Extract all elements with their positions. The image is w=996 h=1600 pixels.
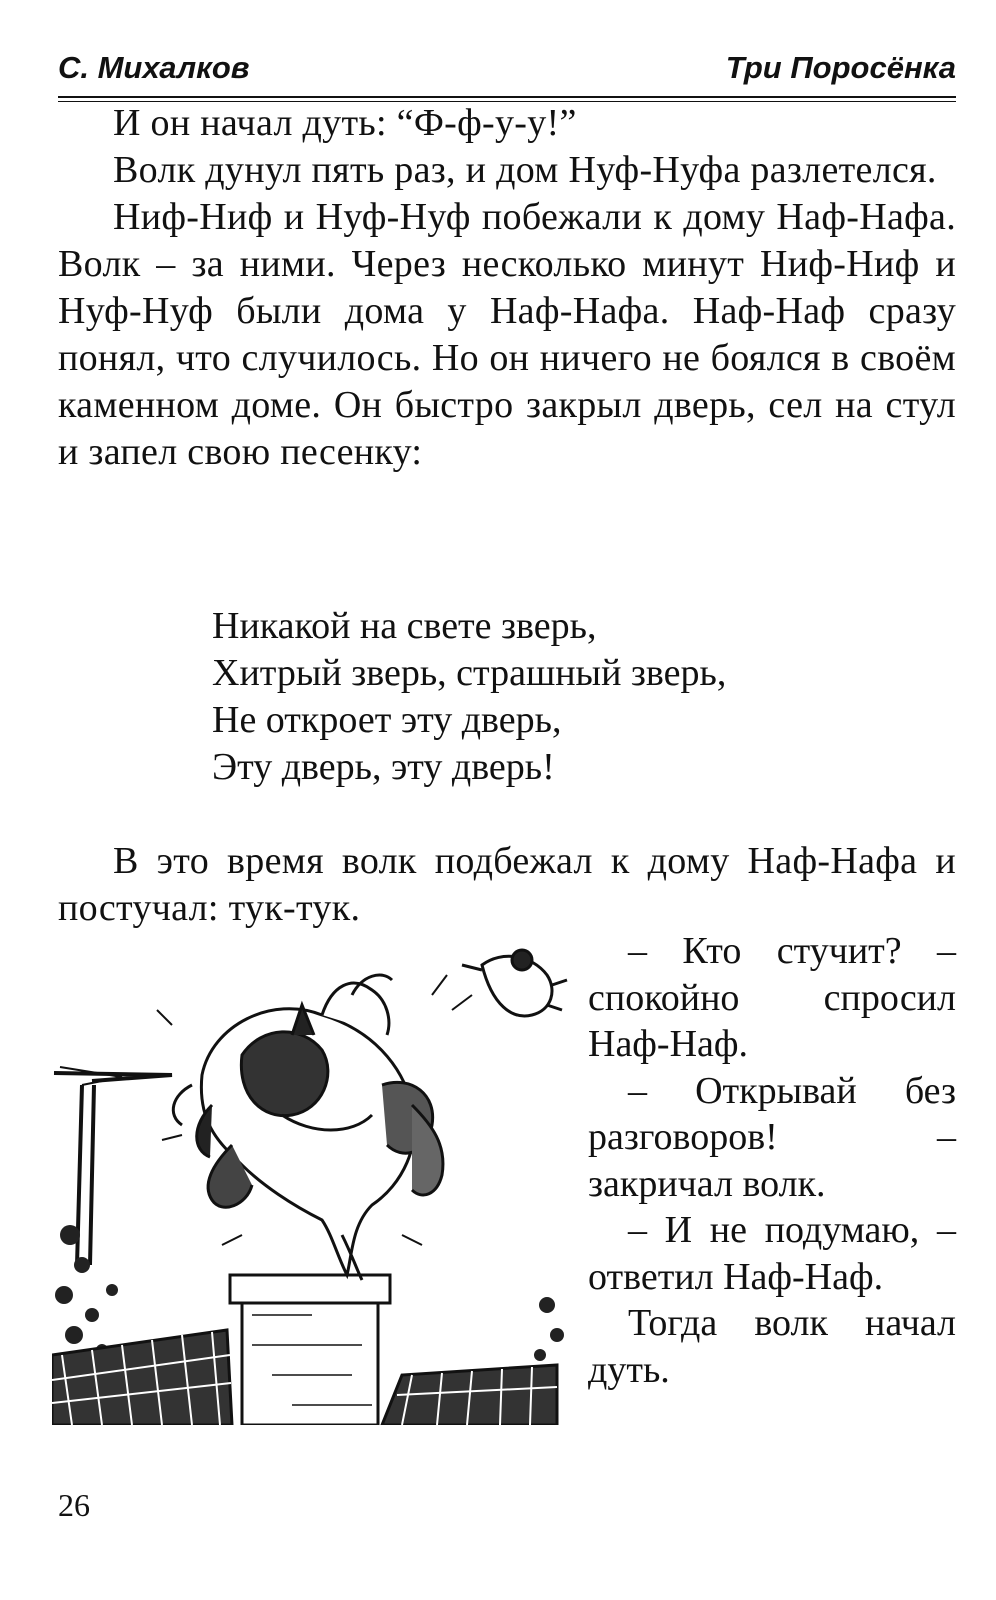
paragraph: – И не подумаю, – ответил Наф-Наф. bbox=[588, 1209, 956, 1298]
header-author: С. Михалков bbox=[58, 50, 250, 85]
page-number: 26 bbox=[58, 1487, 90, 1523]
poem-line: Хитрый зверь, страшный зверь, bbox=[212, 652, 727, 694]
poem-line: Не откроет эту дверь, bbox=[212, 699, 562, 741]
wolf-chimney-illustration bbox=[52, 935, 572, 1425]
main-text bbox=[58, 100, 956, 476]
paragraph: – Кто стучит? – спокойно спросил Наф-Наф. bbox=[588, 930, 956, 1065]
foliage-icon bbox=[55, 1225, 118, 1356]
paragraph: В это время волк подбежал к дому Наф-Нафа и постучал: тук-тук. bbox=[58, 840, 956, 929]
poem-line: Эту дверь, эту дверь! bbox=[212, 746, 555, 788]
paragraph: – Открывай без разговоров! – закричал волк. bbox=[588, 1069, 956, 1205]
paragraph: Волк дунул пять раз, и дом Нуф-Нуфа разлетелся. bbox=[113, 149, 937, 191]
foliage-right-icon bbox=[534, 1297, 564, 1361]
header-title: Три Поросёнка bbox=[725, 50, 956, 85]
running-header bbox=[58, 44, 956, 94]
paragraph: И он начал дуть: “Ф-ф-у-у!” bbox=[113, 102, 577, 144]
piglet-icon bbox=[462, 950, 567, 1016]
side-text bbox=[588, 928, 956, 1393]
poem bbox=[212, 603, 726, 791]
roof-tiles-right bbox=[382, 1365, 557, 1425]
chimney-icon bbox=[230, 1275, 390, 1425]
after-poem-text bbox=[58, 838, 956, 932]
paragraph: Ниф-Ниф и Нуф-Нуф побежали к дому Наф-Нафа. Волк – за ними. Через несколько минут Ниф-Ниф и Нуф-Нуф были дома у Наф-Нафа. Наф-Наф сразу понял, что случилось. Но он ничего не боялся в своём каменном доме. Он быстро закрыл дверь, сел на стул и запел свою песенку: bbox=[58, 196, 956, 473]
roof-tiles-left bbox=[52, 1330, 232, 1425]
paragraph: Тогда волк начал дуть. bbox=[588, 1302, 956, 1391]
poem-line: Никакой на свете зверь, bbox=[212, 605, 597, 647]
